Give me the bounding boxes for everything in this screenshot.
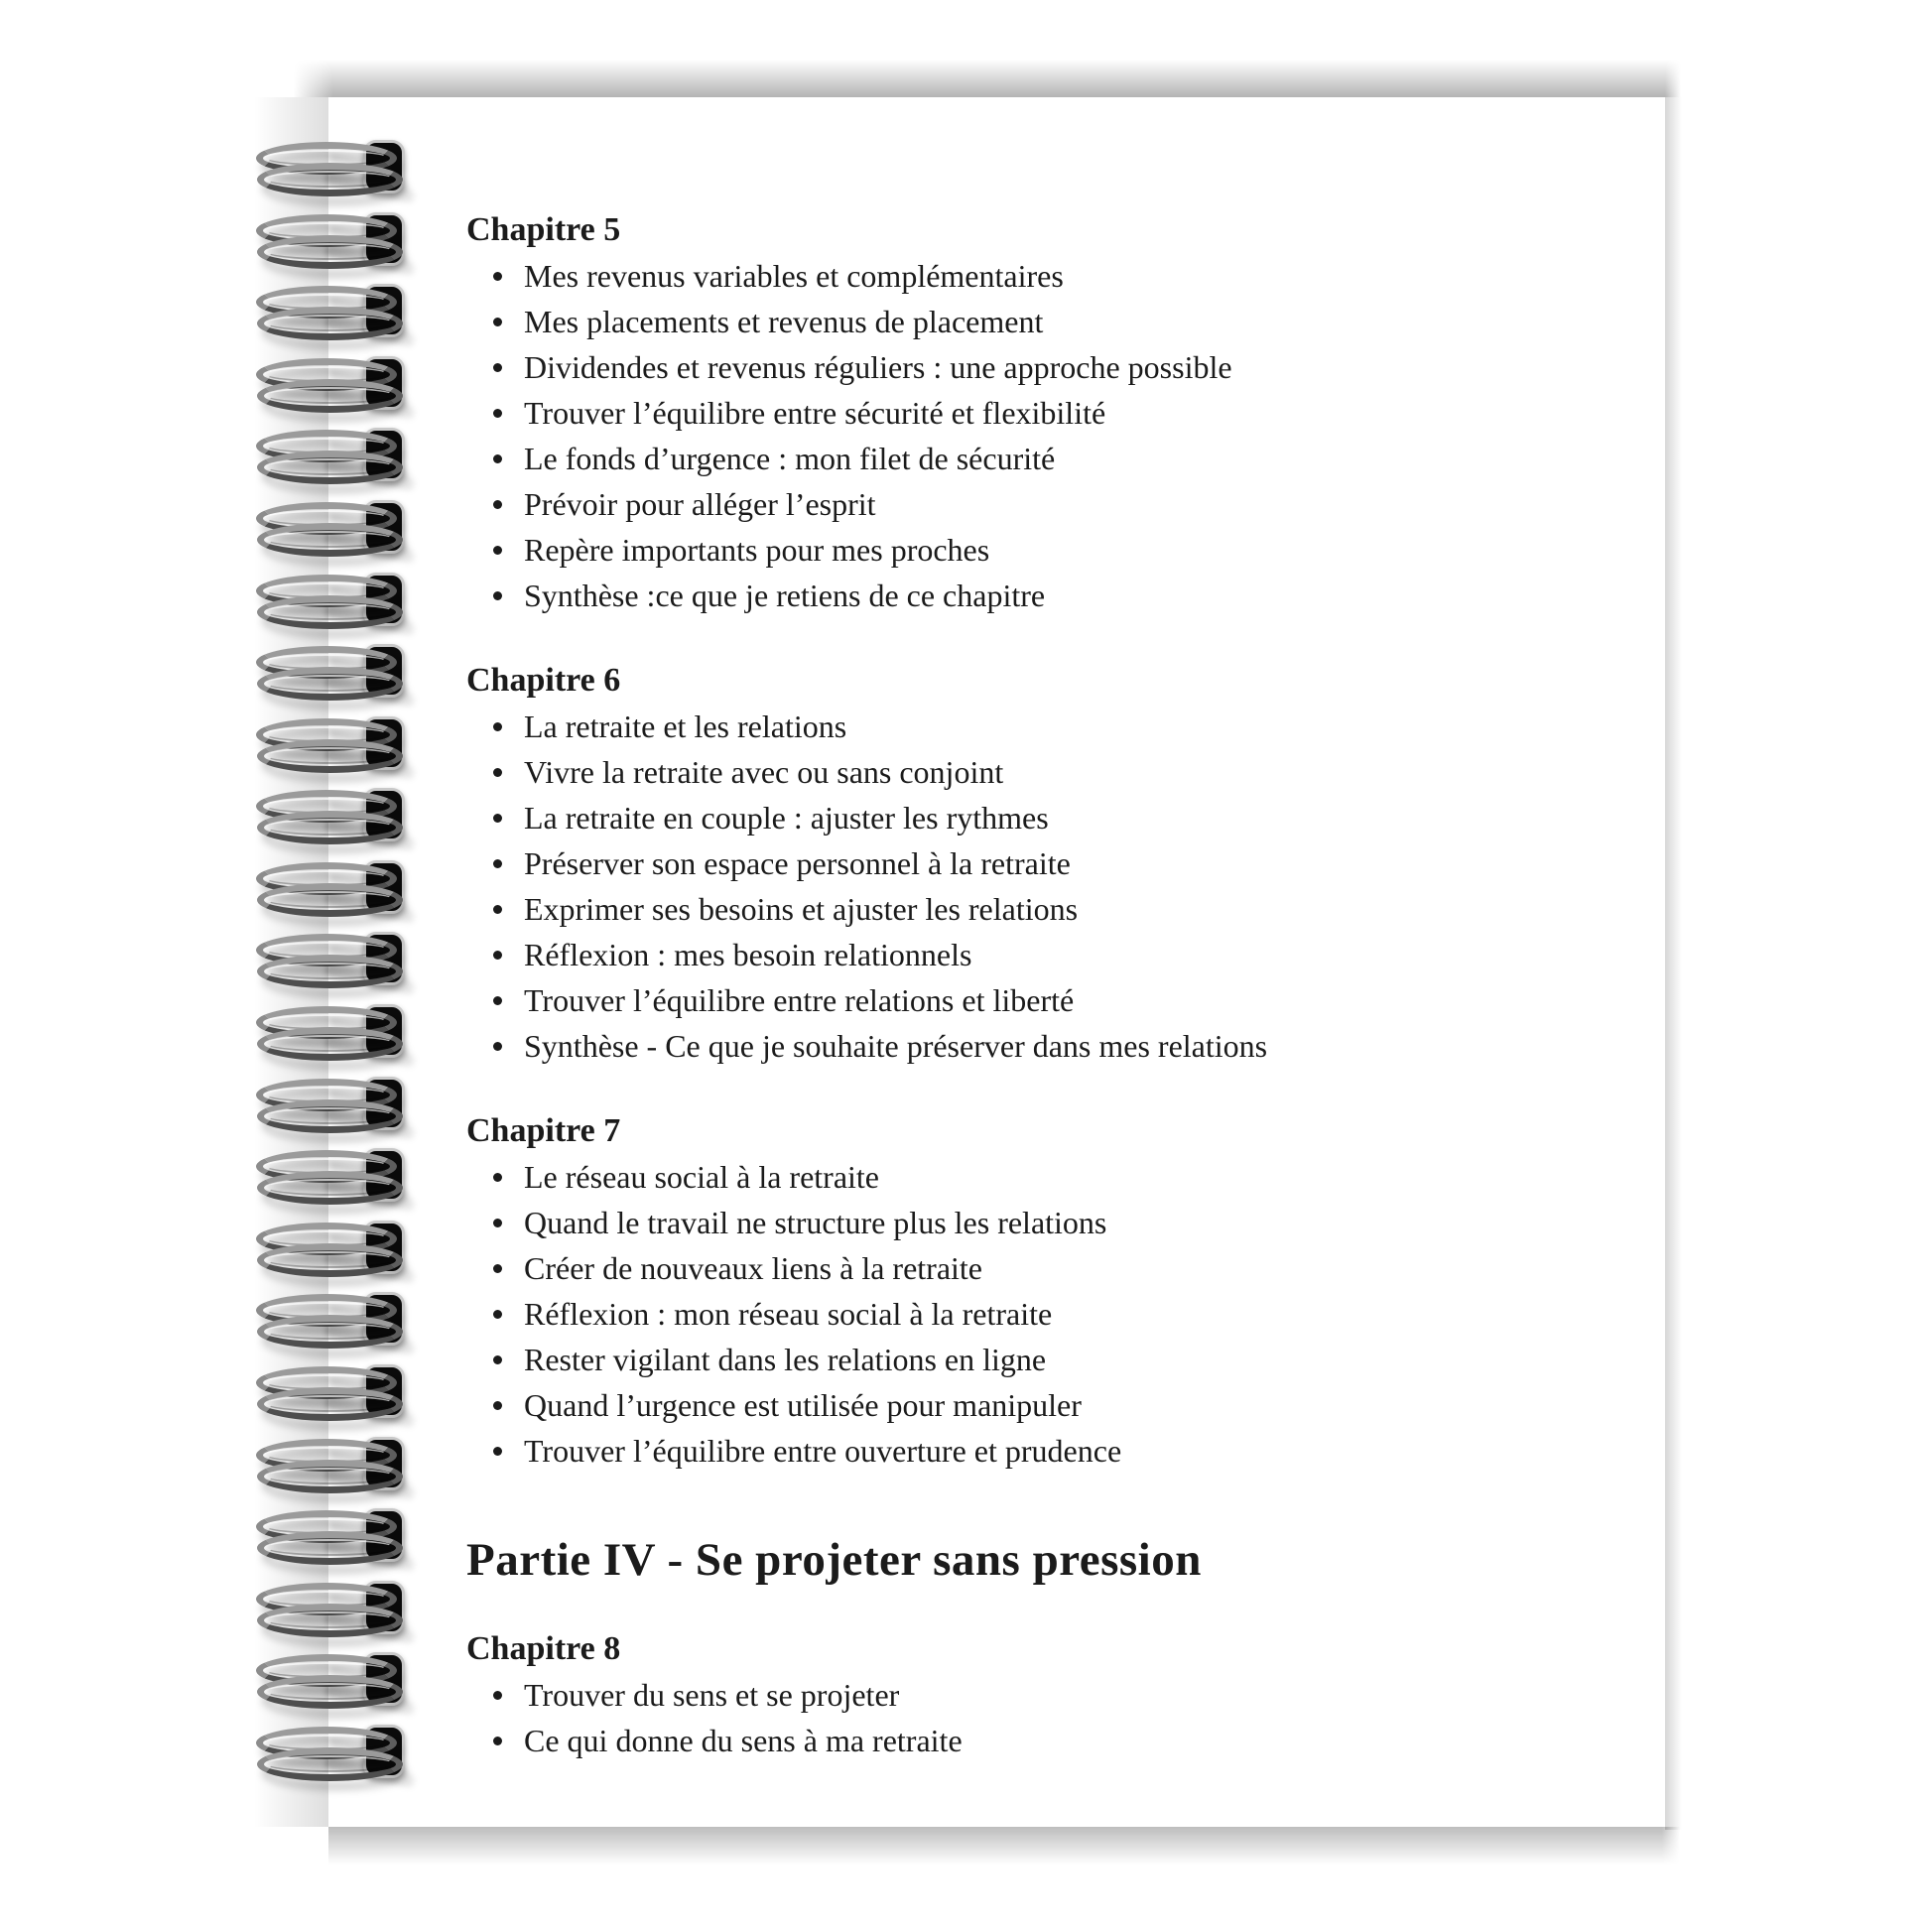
bullet-icon xyxy=(493,409,502,418)
toc-item xyxy=(466,527,1629,573)
wire-ring-icon xyxy=(257,1747,403,1781)
bullet-icon xyxy=(493,859,502,868)
toc-item xyxy=(466,1382,1629,1428)
toc-item xyxy=(466,704,1629,749)
toc-item xyxy=(466,299,1629,344)
bullet-icon xyxy=(493,1310,502,1319)
toc-item xyxy=(466,1672,1629,1718)
toc-item xyxy=(466,1718,1629,1763)
chapter-item-list xyxy=(466,704,1629,1069)
toc-item xyxy=(466,436,1629,481)
wire-ring-icon xyxy=(257,1171,403,1205)
bullet-icon xyxy=(493,1173,502,1182)
toc-item-label: La retraite en couple : ajuster les rythmes xyxy=(524,800,1049,836)
chapter-section-8 xyxy=(466,1626,1629,1763)
wire-ring-icon xyxy=(257,523,403,557)
wire-ring-icon xyxy=(257,1531,403,1565)
wire-ring-icon xyxy=(257,379,403,413)
page-bottom-edge-shadow xyxy=(328,1827,1680,1865)
spiral-binding xyxy=(256,0,415,1932)
bullet-icon xyxy=(493,1691,502,1700)
toc-item-label: Trouver l’équilibre entre relations et liberté xyxy=(524,982,1075,1018)
bullet-icon xyxy=(493,1355,502,1364)
bullet-icon xyxy=(493,1737,502,1745)
bullet-icon xyxy=(493,1447,502,1456)
toc-item-label: Exprimer ses besoins et ajuster les relations xyxy=(524,891,1079,927)
chapter-title: Chapitre 7 xyxy=(466,1112,621,1149)
toc-item-label: Créer de nouveaux liens à la retraite xyxy=(524,1250,982,1286)
wire-ring-icon xyxy=(257,1604,403,1637)
toc-item xyxy=(466,573,1629,618)
toc-item-label: Trouver du sens et se projeter xyxy=(524,1677,900,1713)
wire-ring-icon xyxy=(257,1243,403,1277)
toc-item-label: Repère importants pour mes proches xyxy=(524,532,990,568)
chapter-section-5 xyxy=(466,207,1629,618)
bullet-icon xyxy=(493,1042,502,1051)
wire-ring-icon xyxy=(257,739,403,773)
toc-item xyxy=(466,1200,1629,1245)
notebook-page xyxy=(328,97,1665,1827)
bullet-icon xyxy=(493,814,502,823)
bullet-icon xyxy=(493,454,502,463)
chapter-item-list xyxy=(466,253,1629,618)
wire-ring-icon xyxy=(257,667,403,701)
toc-item xyxy=(466,253,1629,299)
bullet-icon xyxy=(493,591,502,600)
bullet-icon xyxy=(493,363,502,372)
toc-item-label: Dividendes et revenus réguliers : une approche possible xyxy=(524,349,1232,385)
chapter-item-list xyxy=(466,1672,1629,1763)
toc-item-label: Le réseau social à la retraite xyxy=(524,1159,879,1195)
wire-ring-icon xyxy=(257,1099,403,1133)
toc-item-label: Mes placements et revenus de placement xyxy=(524,304,1044,339)
wire-ring-icon xyxy=(257,163,403,196)
toc-item xyxy=(466,840,1629,886)
toc-item xyxy=(466,932,1629,977)
toc-item xyxy=(466,1291,1629,1337)
wire-ring-icon xyxy=(257,1460,403,1493)
table-of-contents xyxy=(328,97,1665,1763)
toc-item xyxy=(466,886,1629,932)
toc-item xyxy=(466,481,1629,527)
bullet-icon xyxy=(493,722,502,731)
toc-item xyxy=(466,1245,1629,1291)
toc-item-label: Prévoir pour alléger l’esprit xyxy=(524,486,876,522)
toc-item-label: Trouver l’équilibre entre sécurité et flexibilité xyxy=(524,395,1106,431)
chapter-item-list xyxy=(466,1154,1629,1474)
bullet-icon xyxy=(493,546,502,555)
bullet-icon xyxy=(493,905,502,914)
wire-ring-icon xyxy=(257,883,403,917)
toc-item xyxy=(466,1337,1629,1382)
toc-item-label: Mes revenus variables et complémentaires xyxy=(524,258,1064,294)
bullet-icon xyxy=(493,318,502,326)
toc-item xyxy=(466,795,1629,840)
toc-item-label: Quand le travail ne structure plus les relations xyxy=(524,1205,1107,1240)
chapter-section-6 xyxy=(466,658,1629,1069)
bullet-icon xyxy=(493,272,502,281)
chapter-title: Chapitre 5 xyxy=(466,211,621,248)
chapter-title: Chapitre 6 xyxy=(466,662,621,699)
bullet-icon xyxy=(493,768,502,777)
toc-item xyxy=(466,749,1629,795)
toc-item-label: Ce qui donne du sens à ma retraite xyxy=(524,1723,963,1758)
part-title: Partie IV - Se projeter sans pression xyxy=(466,1534,1202,1586)
wire-ring-icon xyxy=(257,235,403,269)
toc-item-label: Préserver son espace personnel à la retraite xyxy=(524,845,1071,881)
page-right-edge-shadow xyxy=(1665,97,1682,1830)
toc-item xyxy=(466,1023,1629,1069)
toc-item-label: Synthèse :ce que je retiens de ce chapitre xyxy=(524,578,1046,613)
toc-item xyxy=(466,344,1629,390)
wire-ring-icon xyxy=(257,1027,403,1061)
toc-item-label: Vivre la retraite avec ou sans conjoint xyxy=(524,754,1004,790)
toc-item-label: Quand l’urgence est utilisée pour manipuler xyxy=(524,1387,1082,1423)
bullet-icon xyxy=(493,951,502,960)
toc-item xyxy=(466,1428,1629,1474)
toc-item-label: Le fonds d’urgence : mon filet de sécurité xyxy=(524,441,1056,476)
bullet-icon xyxy=(493,1219,502,1227)
wire-ring-icon xyxy=(257,1387,403,1421)
toc-item-label: Réflexion : mes besoin relationnels xyxy=(524,937,972,972)
toc-item xyxy=(466,1154,1629,1200)
bullet-icon xyxy=(493,996,502,1005)
wire-ring-icon xyxy=(257,307,403,340)
toc-item-label: Synthèse - Ce que je souhaite préserver dans mes relations xyxy=(524,1028,1268,1064)
toc-item-label: Réflexion : mon réseau social à la retraite xyxy=(524,1296,1053,1332)
page-top-edge-shadow xyxy=(294,60,1681,97)
toc-item xyxy=(466,977,1629,1023)
chapter-title: Chapitre 8 xyxy=(466,1630,621,1667)
toc-item-label: Trouver l’équilibre entre ouverture et prudence xyxy=(524,1433,1122,1469)
bullet-icon xyxy=(493,1264,502,1273)
toc-item-label: La retraite et les relations xyxy=(524,708,847,744)
toc-item-label: Rester vigilant dans les relations en ligne xyxy=(524,1342,1047,1377)
chapter-section-7 xyxy=(466,1108,1629,1474)
wire-ring-icon xyxy=(257,595,403,629)
toc-item xyxy=(466,390,1629,436)
bullet-icon xyxy=(493,500,502,509)
bullet-icon xyxy=(493,1401,502,1410)
